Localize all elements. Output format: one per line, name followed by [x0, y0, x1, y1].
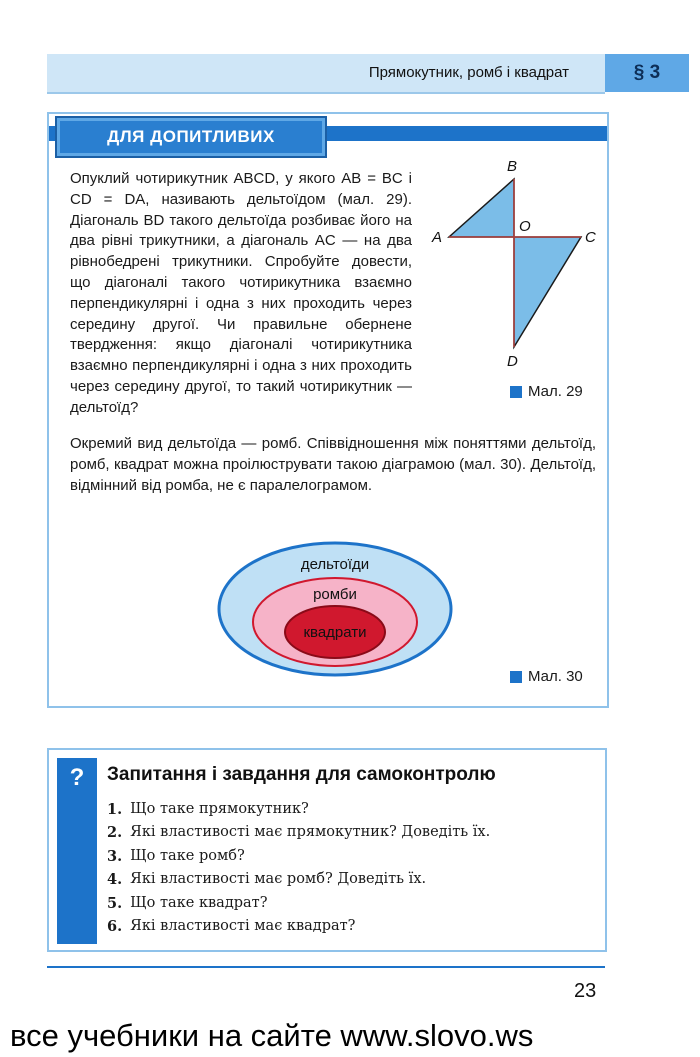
caption-text: Мал. 29: [528, 383, 583, 400]
squares-label: квадрати: [303, 624, 367, 641]
caption-fig-29: [510, 383, 583, 400]
caption-text: Мал. 30: [528, 668, 583, 685]
kite-diagram: [427, 154, 597, 374]
list-item: 5. Що таке квадрат?: [107, 894, 268, 912]
question-mark-icon: ?: [69, 764, 85, 791]
list-item: 3. Що таке ромб?: [107, 847, 245, 865]
self-check-title: Запитання і завдання для самоконтролю: [107, 764, 496, 785]
box-label: ДЛЯ ДОПИТЛИВИХ: [55, 116, 327, 158]
paragraph-kite-definition: Опуклий чотирикутник ABCD, у якого AB = BC і CD = DA, називають дельтоїдом (мал. 29). Діагональ BD такого дельтоїда розбиває його на два рівні трикутники, а діагональ AC — на два рівнобедрені трикутники. Спробуйте довести, що діагоналі такого чотирикутника взаємно перпендикулярні і одна з них проходить через середину другої. Чи правильне обернене твердження: якщо діагоналі чотирикутника взаємно перпендикулярні і одна з них проходить через середину другої, то такий чотирикутник — дельтоїд?: [70, 170, 412, 416]
label-c: C: [585, 229, 596, 246]
list-item: 4. Які властивості має ромб? Доведіть їх.: [107, 871, 427, 889]
list-item: 6. Які властивості має квадрат?: [107, 918, 356, 936]
paragraph-rhombus-relation: Окремий вид дельтоїда — ромб. Співвідношення між поняттями дельтоїд, ромб, квадрат можна проілюструвати такою діаграмою (мал. 30). Дельтоїд, відмінний від ромба, не є паралелограмом.: [70, 435, 596, 494]
list-item: 1. Що таке прямокутник?: [107, 801, 309, 818]
label-d: D: [507, 353, 518, 370]
label-o: O: [519, 218, 531, 235]
curious-box: [47, 112, 609, 708]
label-a: A: [432, 229, 443, 246]
section-tab: [605, 54, 689, 92]
rhombi-label: ромби: [313, 586, 357, 603]
footer-banner: все учебники на сайте www.slovo.ws: [10, 1018, 534, 1053]
label-b: B: [507, 158, 518, 175]
kite-shape: [449, 179, 581, 347]
list-item: 2. Які властивості має прямокутник? Доведіть їх.: [107, 824, 491, 842]
self-check-box: [47, 748, 607, 952]
chapter-title: Прямокутник, ромб і квадрат: [368, 64, 569, 81]
page-number: 23: [574, 980, 597, 1002]
question-list: [107, 798, 490, 938]
section-number: § 3: [633, 62, 661, 83]
euler-diagram: [217, 539, 457, 679]
question-strip: [57, 758, 97, 944]
deltoids-label: дельтоїди: [300, 556, 370, 573]
caption-fig-30: [510, 668, 583, 685]
caption-marker: [510, 671, 522, 683]
footer-line: [47, 966, 605, 968]
page-header: [47, 54, 605, 94]
caption-marker: [510, 386, 522, 398]
